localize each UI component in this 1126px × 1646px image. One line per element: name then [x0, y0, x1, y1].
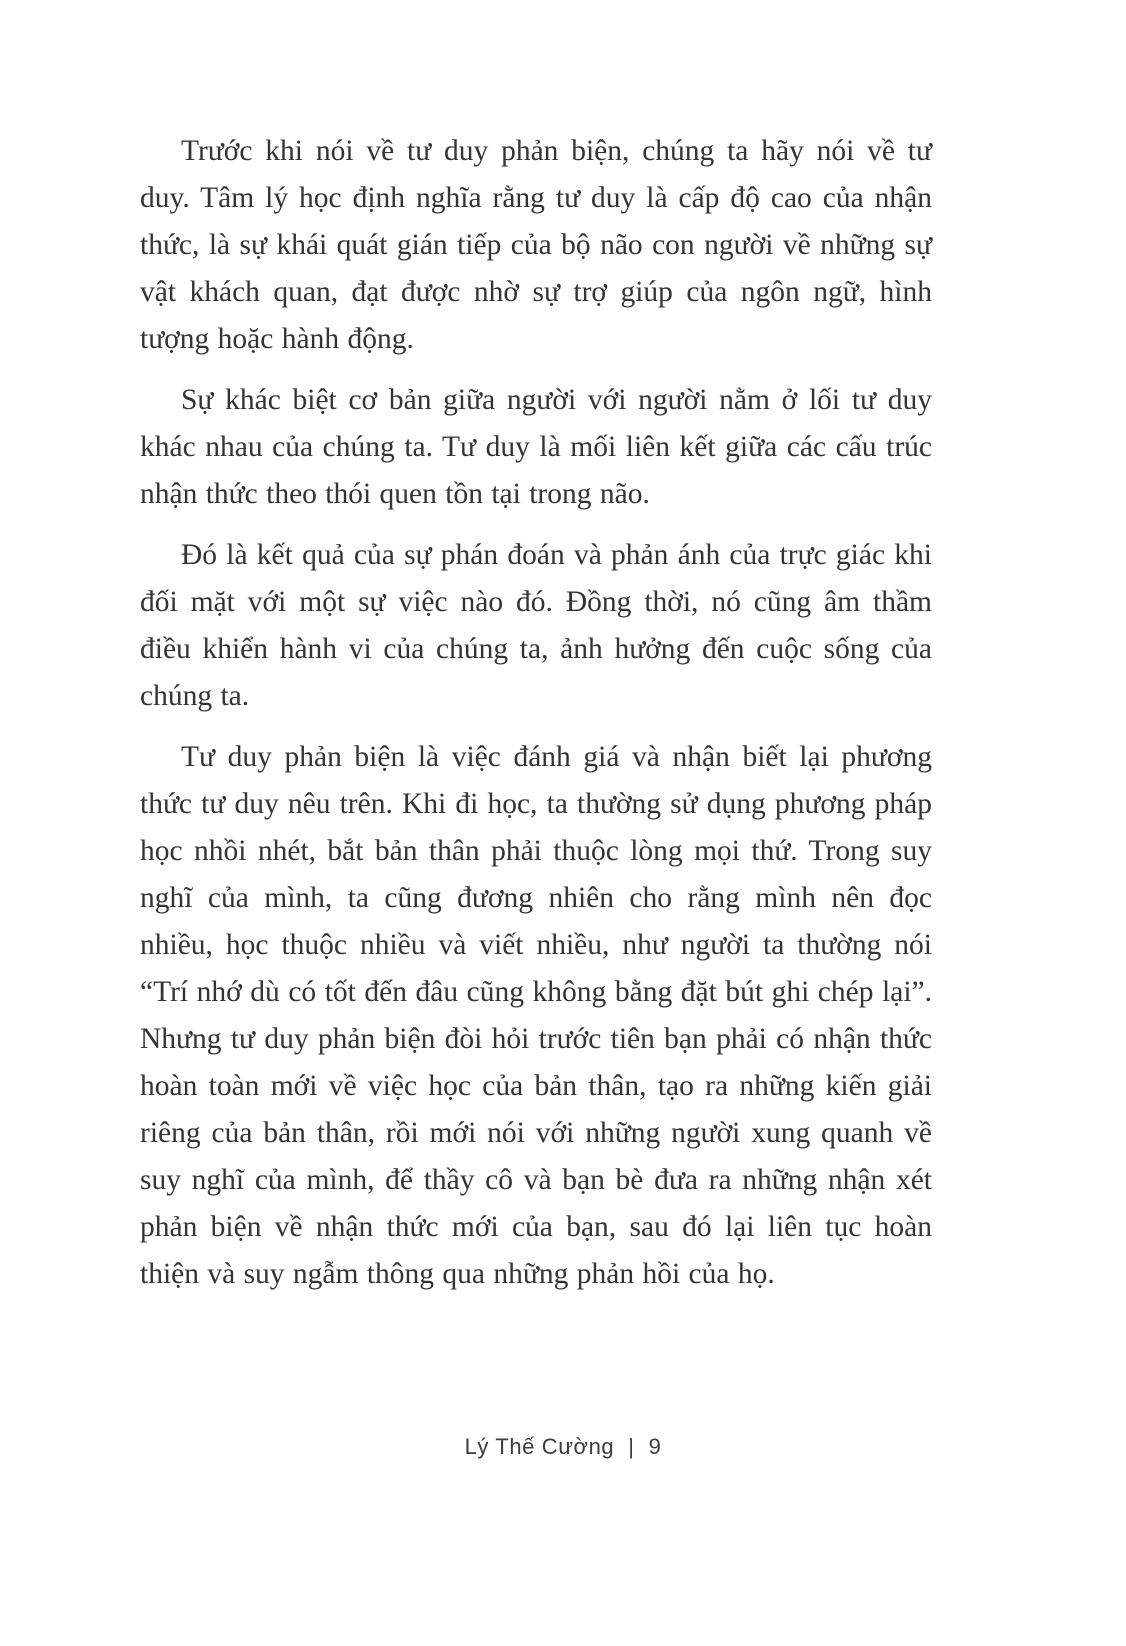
- page-content: [140, 128, 932, 1312]
- footer-author: Lý Thế Cường: [464, 1434, 615, 1459]
- paragraph-1: Trước khi nói về tư duy phản biện, chúng ta hãy nói về tư duy. Tâm lý học định nghĩa rằng tư duy là cấp độ cao của nhận thức, là sự khái quát gián tiếp của bộ não con người về những sự vật khách quan, đạt được nhờ sự trợ giúp của ngôn ngữ, hình tượng hoặc hành động.: [140, 135, 932, 355]
- page-footer: [0, 1434, 1126, 1460]
- footer-page-number: 9: [648, 1434, 662, 1459]
- paragraph-3: Đó là kết quả của sự phán đoán và phản ánh của trực giác khi đối mặt với một sự việc nào đó. Đồng thời, nó cũng âm thầm điều khiển hành vi của chúng ta, ảnh hưởng đến cuộc sống của chúng ta.: [140, 539, 932, 712]
- footer-separator: |: [628, 1434, 635, 1459]
- paragraph-4: Tư duy phản biện là việc đánh giá và nhận biết lại phương thức tư duy nêu trên. Khi đi học, ta thường sử dụng phương pháp học nhồi nhét, bắt bản thân phải thuộc lòng mọi thứ. Trong suy nghĩ của mình, ta cũng đương nhiên cho rằng mình nên đọc nhiều, học thuộc nhiều và viết nhiều, như người ta thường nói “Trí nhớ dù có tốt đến đâu cũng không bằng đặt bút ghi chép lại”. Nhưng tư duy phản biện đòi hỏi trước tiên bạn phải có nhận thức hoàn toàn mới về việc học của bản thân, tạo ra những kiến giải riêng của bản thân, rồi mới nói với những người xung quanh về suy nghĩ của mình, để thầy cô và bạn bè đưa ra những nhận xét phản biện về nhận thức mới của bạn, sau đó lại liên tục hoàn thiện và suy ngẫm thông qua những phản hồi của họ.: [140, 741, 932, 1290]
- paragraph-2: Sự khác biệt cơ bản giữa người với người nằm ở lối tư duy khác nhau của chúng ta. Tư duy là mối liên kết giữa các cấu trúc nhận thức theo thói quen tồn tại trong não.: [140, 384, 932, 510]
